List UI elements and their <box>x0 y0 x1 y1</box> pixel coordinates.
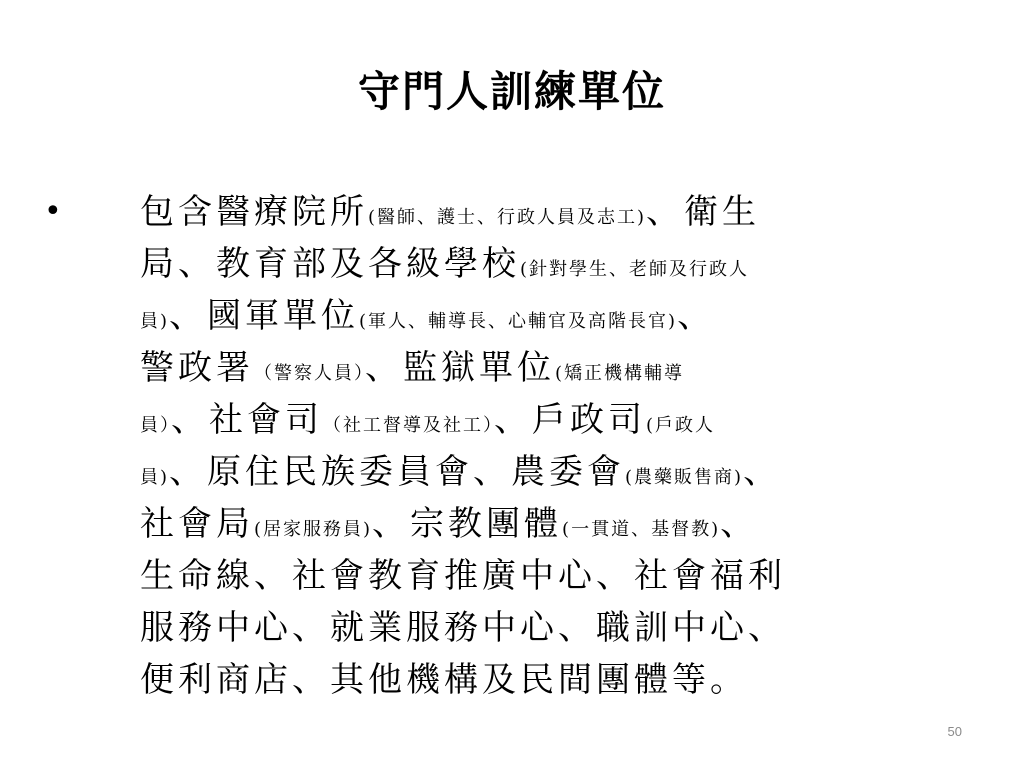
body-annotation: (一貫道、基督教) <box>562 519 721 540</box>
body-annotation: （警察人員） <box>254 363 365 384</box>
page-number: 50 <box>947 724 962 739</box>
body-annotation: （社工督導及社工） <box>323 415 494 436</box>
body-annotation: 員) <box>140 467 170 488</box>
body-segment: 、國軍單位 <box>169 296 360 336</box>
bullet-icon: • <box>44 194 62 229</box>
body-segment: 服務中心、就業服務中心、職訓中心、 <box>140 608 786 648</box>
body-annotation: 員） <box>140 415 171 436</box>
body-annotation: (農藥販售商) <box>625 467 744 488</box>
body-line <box>140 550 940 602</box>
body-line <box>140 654 940 706</box>
slide-title: 守門人訓練單位 <box>357 67 666 116</box>
body-annotation: (醫師、護士、行政人員及志工) <box>368 207 647 228</box>
body-line <box>140 602 940 654</box>
body-segment: 、 <box>720 504 759 544</box>
body-line <box>140 290 940 342</box>
body-segment: 、 <box>743 452 782 492</box>
body-line <box>140 186 940 238</box>
body-line <box>140 238 940 290</box>
body-segment: 包含醫療院所 <box>140 192 368 232</box>
body-line <box>140 342 940 394</box>
body-segment: 、衛生 <box>646 192 761 232</box>
body-text <box>140 186 940 706</box>
body-line <box>140 394 940 446</box>
body-annotation: (矯正機構輔導 <box>555 363 685 384</box>
body-segment: 、宗教團體 <box>372 504 563 544</box>
body-segment: 生命線、社會教育推廣中心、社會福利 <box>140 556 786 596</box>
body-segment: 、原住民族委員會、農委會 <box>169 452 626 492</box>
body-line <box>140 498 940 550</box>
body-segment: 警政署 <box>140 348 254 388</box>
body-segment: 局、教育部及各級學校 <box>140 244 520 284</box>
body-segment: 社會局 <box>140 504 254 544</box>
body-segment: 便利商店、其他機構及民間團體等。 <box>140 660 748 700</box>
body-annotation: (針對學生、老師及行政人 <box>520 259 750 280</box>
body-annotation: (軍人、輔導長、心輔官及高階長官) <box>359 311 678 332</box>
body-annotation: 員) <box>140 311 170 332</box>
body-annotation: (居家服務員) <box>254 519 373 540</box>
body-segment: 、社會司 <box>171 400 323 440</box>
body-segment: 、 <box>677 296 716 336</box>
body-segment: 、監獄單位 <box>365 348 555 388</box>
body-segment: 、戶政司 <box>494 400 646 440</box>
body-annotation: (戶政人 <box>646 415 716 436</box>
body-line <box>140 446 940 498</box>
